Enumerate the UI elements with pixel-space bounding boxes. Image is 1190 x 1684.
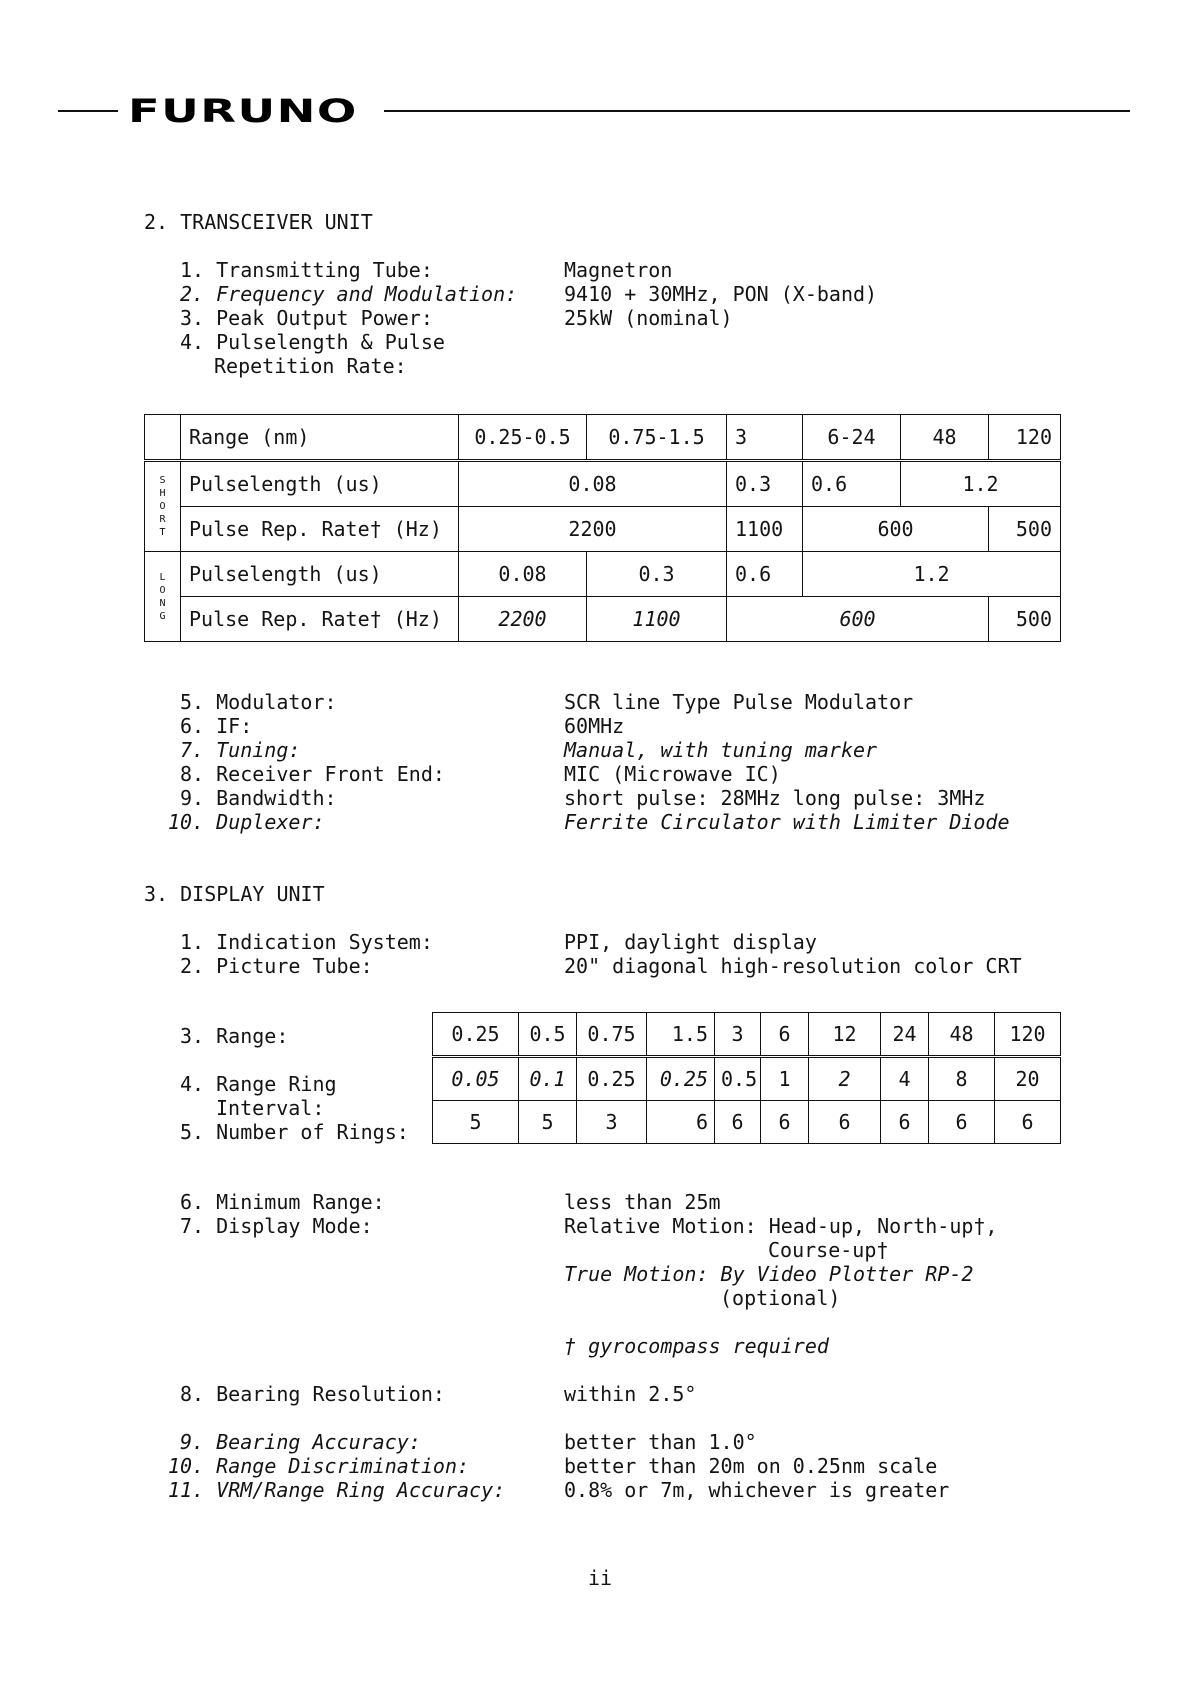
table-cell: 0.75-1.5 [587, 415, 727, 461]
row-header: Range (nm) [181, 415, 459, 461]
spec-value: Ferrite Circulator with Limiter Diode [564, 810, 1010, 834]
spec-label: 10. Duplexer: [168, 810, 325, 834]
spec-value: Relative Motion: Head-up, North-up†, [564, 1214, 998, 1238]
table-cell: 6 [715, 1101, 761, 1144]
table-cell: 20 [995, 1057, 1061, 1101]
spec-label: 9. Bearing Accuracy: [180, 1430, 421, 1454]
table-cell: 2200 [459, 597, 587, 642]
spec-value-continued: True Motion: By Video Plotter RP-2 [564, 1262, 974, 1286]
spec-value: 0.8% or 7m, whichever is greater [564, 1478, 950, 1502]
table-cell: 600 [727, 597, 989, 642]
table-cell: 600 [803, 507, 989, 552]
table-cell: 48 [929, 1013, 995, 1057]
spec-value: SCR line Type Pulse Modulator [564, 690, 914, 714]
table-cell: 0.3 [727, 461, 803, 507]
table-cell: 8 [929, 1057, 995, 1101]
long-pulse-tag: L O N G [145, 552, 181, 642]
table-cell: 2200 [459, 507, 727, 552]
spec-label: 7. Display Mode: [180, 1214, 373, 1238]
header-rule-right [384, 110, 1130, 112]
spec-label: 11. VRM/Range Ring Accuracy: [168, 1478, 506, 1502]
corner-cell [145, 415, 181, 461]
spec-label: 3. Peak Output Power: [180, 306, 433, 330]
spec-label: 8. Bearing Resolution: [180, 1382, 445, 1406]
table-cell: 0.08 [459, 552, 587, 597]
spec-label-continued: Repetition Rate: [214, 354, 407, 378]
table-cell: 2 [809, 1057, 881, 1101]
range-label: 3. Range: [180, 1024, 289, 1048]
spec-value: 25kW (nominal) [564, 306, 733, 330]
table-cell: 12 [809, 1013, 881, 1057]
table-cell: 500 [989, 507, 1061, 552]
table-cell: 500 [989, 597, 1061, 642]
table-cell: 0.08 [459, 461, 727, 507]
table-cell: 0.25 [577, 1057, 647, 1101]
table-cell: 5 [433, 1101, 519, 1144]
table-cell: 0.25-0.5 [459, 415, 587, 461]
table-cell: 1 [761, 1057, 809, 1101]
table-cell: 5 [519, 1101, 577, 1144]
spec-value: short pulse: 28MHz long pulse: 3MHz [564, 786, 986, 810]
pulse-table [144, 414, 1061, 642]
spec-value: 9410 + 30MHz, PON (X-band) [564, 282, 878, 306]
table-cell: 4 [881, 1057, 929, 1101]
table-cell: 6 [995, 1101, 1061, 1144]
spec-value: MIC (Microwave IC) [564, 762, 781, 786]
spec-label: 5. Modulator: [180, 690, 337, 714]
table-cell: 0.25 [433, 1013, 519, 1057]
row-header: Pulse Rep. Rate† (Hz) [181, 507, 459, 552]
short-pulse-tag: S H O R T [145, 461, 181, 552]
table-cell: 24 [881, 1013, 929, 1057]
table-cell: 6 [647, 1101, 715, 1144]
spec-value: 60MHz [564, 714, 625, 738]
table-cell: 0.25 [647, 1057, 715, 1101]
table-cell: 3 [577, 1101, 647, 1144]
spec-value: Magnetron [564, 258, 673, 282]
table-cell: 6 [881, 1101, 929, 1144]
table-cell: 0.75 [577, 1013, 647, 1057]
spec-value: PPI, daylight display [564, 930, 817, 954]
table-row [145, 507, 1061, 552]
table-cell: 1.2 [803, 552, 1061, 597]
footnote: † gyrocompass required [564, 1334, 829, 1358]
table-cell: 120 [995, 1013, 1061, 1057]
table-cell: 0.5 [519, 1013, 577, 1057]
table-cell: 6 [761, 1101, 809, 1144]
table-cell: 1100 [727, 507, 803, 552]
table-cell: 0.6 [727, 552, 803, 597]
spec-label: 4. Pulselength & Pulse [180, 330, 445, 354]
ring-interval-label-continued: Interval: [216, 1096, 325, 1120]
table-row [433, 1101, 1061, 1144]
table-cell: 6 [809, 1101, 881, 1144]
table-row [433, 1013, 1061, 1057]
number-of-rings-label: 5. Number of Rings: [180, 1120, 409, 1144]
spec-label: 1. Transmitting Tube: [180, 258, 433, 282]
row-header: Pulselength (us) [181, 552, 459, 597]
spec-label: 1. Indication System: [180, 930, 433, 954]
spec-value: Manual, with tuning marker [564, 738, 878, 762]
table-cell: 1.5 [647, 1013, 715, 1057]
row-header: Pulselength (us) [181, 461, 459, 507]
table-cell: 0.1 [519, 1057, 577, 1101]
section-heading-transceiver: 2. TRANSCEIVER UNIT [144, 210, 373, 234]
table-cell: 3 [727, 415, 803, 461]
table-row [433, 1057, 1061, 1101]
table-row [145, 415, 1061, 461]
spec-value: better than 1.0° [564, 1430, 757, 1454]
table-cell: 6-24 [803, 415, 901, 461]
table-cell: 1.2 [901, 461, 1061, 507]
table-cell: 48 [901, 415, 989, 461]
spec-label: 7. Tuning: [180, 738, 301, 762]
spec-value: better than 20m on 0.25nm scale [564, 1454, 938, 1478]
section-heading-display: 3. DISPLAY UNIT [144, 882, 325, 906]
spec-value: 20" diagonal high-resolution color CRT [564, 954, 1022, 978]
furuno-logo: FURUNO [128, 92, 358, 130]
spec-value: within 2.5° [564, 1382, 697, 1406]
spec-label: 9. Bandwidth: [180, 786, 337, 810]
table-cell: 6 [761, 1013, 809, 1057]
table-cell: 0.05 [433, 1057, 519, 1101]
ring-interval-label: 4. Range Ring [180, 1072, 337, 1096]
table-cell: 0.5 [715, 1057, 761, 1101]
table-cell: 0.6 [803, 461, 901, 507]
table-cell: 120 [989, 415, 1061, 461]
spec-value: less than 25m [564, 1190, 721, 1214]
spec-label: 10. Range Discrimination: [168, 1454, 470, 1478]
table-row [145, 461, 1061, 507]
table-cell: 6 [929, 1101, 995, 1144]
range-table [432, 1012, 1061, 1144]
spec-value-continued: (optional) [720, 1286, 841, 1310]
spec-label: 2. Frequency and Modulation: [180, 282, 518, 306]
spec-label: 8. Receiver Front End: [180, 762, 445, 786]
spec-label: 6. Minimum Range: [180, 1190, 385, 1214]
header-rule-left [58, 110, 118, 112]
spec-label: 2. Picture Tube: [180, 954, 373, 978]
spec-label: 6. IF: [180, 714, 253, 738]
table-cell: 0.3 [587, 552, 727, 597]
table-cell: 1100 [587, 597, 727, 642]
table-cell: 3 [715, 1013, 761, 1057]
table-row [145, 597, 1061, 642]
row-header: Pulse Rep. Rate† (Hz) [181, 597, 459, 642]
page-number: ii [588, 1566, 613, 1590]
table-row [145, 552, 1061, 597]
spec-value-continued: Course-up† [768, 1238, 889, 1262]
